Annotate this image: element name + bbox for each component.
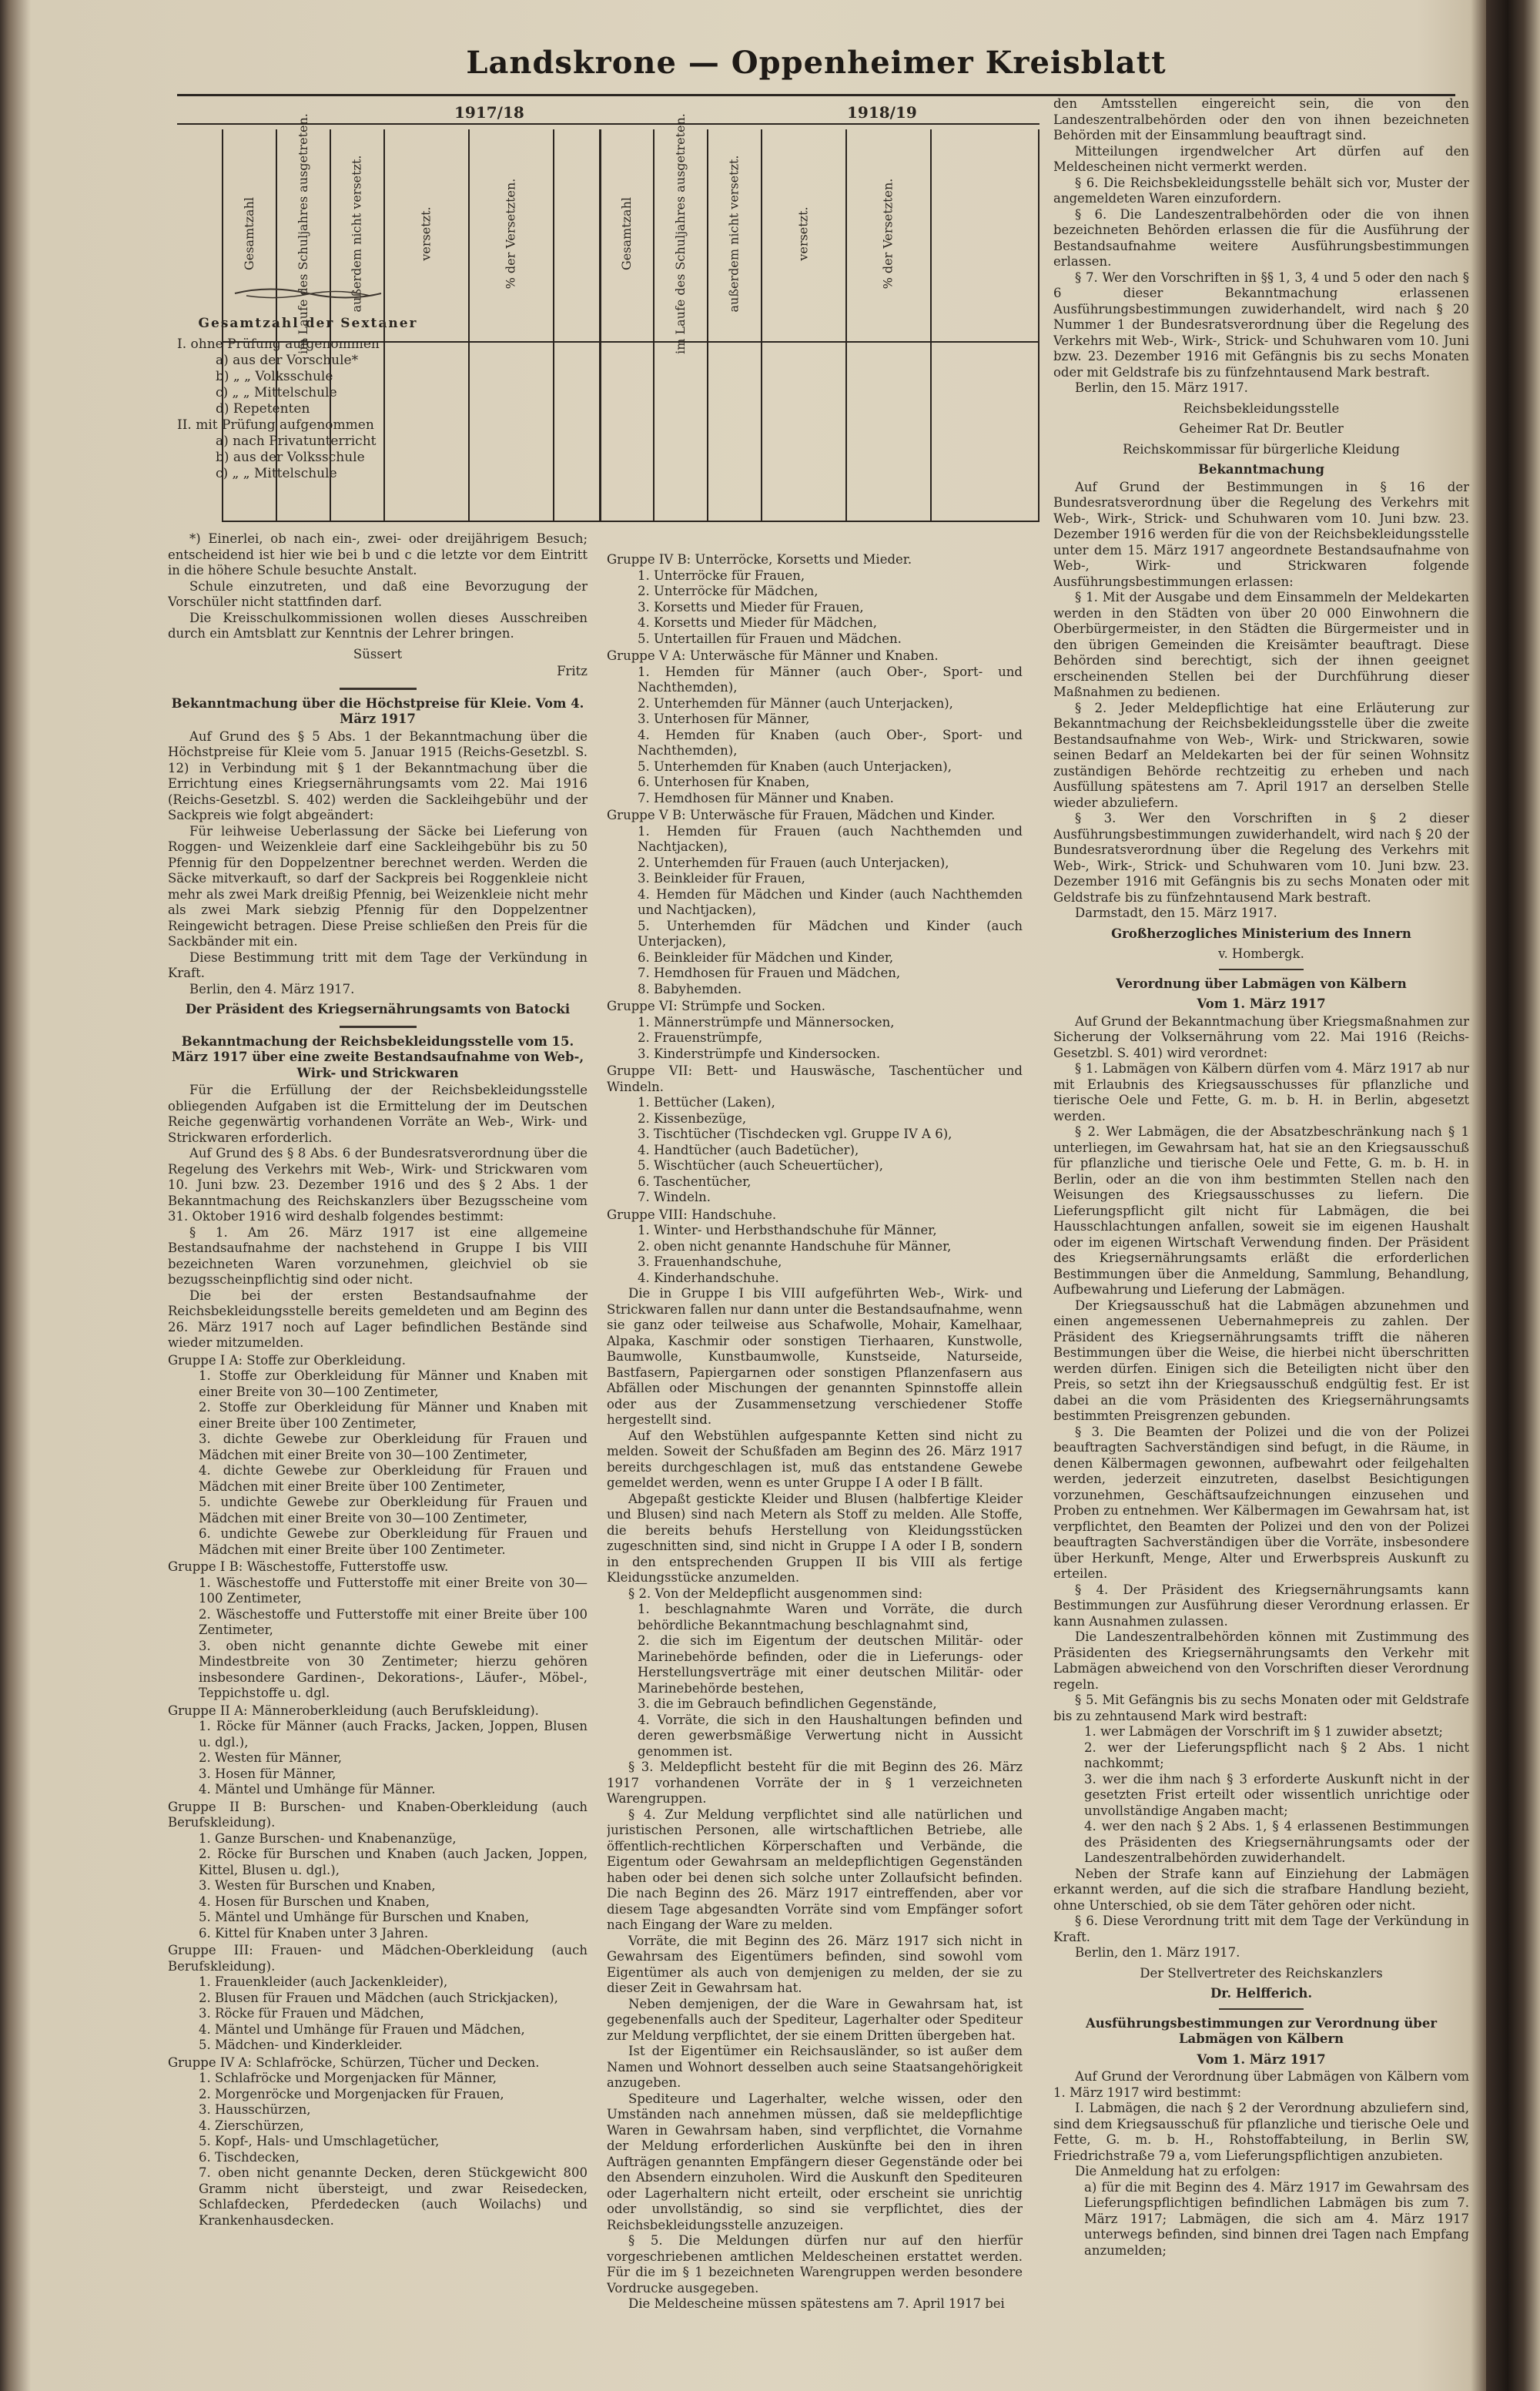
group-item: 5. Wischtücher (auch Scheuertücher), — [638, 1158, 883, 1173]
article-title-bestandsaufnahme: Bekanntmachung der Reichsbekleidungsstelle vom 15. März 1917 über eine zweite Bestandsaufnahme von Web-, Wirk- und Strickwaren — [171, 1033, 584, 1080]
group-heading: Gruppe II A: Männeroberkleidung (auch Berufskleidung). — [168, 1703, 539, 1718]
group-item: 3. Frauenhandschuhe, — [638, 1254, 782, 1269]
list-item: 4. wer den nach § 2 Abs. 1, § 4 erlassenen Bestimmungen des Präsidenten des Kriegsernährungsamts oder der Landeszentralbehörden zuwiderhandelt. — [1084, 1819, 1469, 1865]
group-item: 6. Beinkleider für Mädchen und Kinder, — [638, 949, 894, 965]
group-item: 4. Kinderhandschuhe. — [638, 1270, 779, 1285]
paragraph: § 5. Die Meldungen dürfen nur auf den hierfür vorgeschriebenen amtlichen Meldescheinen erstattet werden. Für die im § 1 bezeichneten Warengruppen werden besondere Vordrucke ausgegeben. — [607, 2233, 1023, 2296]
group-item: 6. Tischdecken, — [199, 2149, 300, 2165]
group-item: 1. Schlafröcke und Morgenjacken für Männer, — [199, 2071, 497, 2085]
group-item: 1. Röcke für Männer (auch Fracks, Jacken, Joppen, Blusen u. dgl.), — [199, 1719, 588, 1750]
list-item: a) für die mit Beginn des 4. März 1917 im Gewahrsam des Lieferungspflichtigen befindlichen Labmägen bis zum 7. März 1917; Labmägen, die sich am 4. März 1917 unterwegs befinden, sind binnen drei Tagen nach Empfang anzumelden; — [1084, 2179, 1469, 2258]
paragraph: Abgepaßt gestickte Kleider und Blusen (halbfertige Kleider und Blusen) sind nach Metern als Stoff zu melden. Alle Stoffe, die bereits behufs Herstellung von Kleidungsstücken zugeschnitten sind, sind nicht in Gruppe I A oder I B, sondern in den entsprechenden Gruppen II bis VIII als fertige Kleidungsstücke anzumelden. — [607, 1491, 1023, 1585]
list-item: 1. wer Labmägen der Vorschrift im § 1 zuwider absetzt; — [1084, 1724, 1443, 1739]
group-heading: Gruppe I A: Stoffe zur Oberkleidung. — [168, 1352, 407, 1368]
col-header-ausgetreten-1: im Laufe des Schuljahres ausgetreten. — [295, 112, 310, 354]
group-item: 6. undichte Gewebe zur Oberkleidung für Frauen und Mädchen mit einer Breite über 100 Zentimeter. — [199, 1526, 588, 1557]
group-item: 1. Winter- und Herbsthandschuhe für Männer, — [638, 1223, 937, 1237]
group-item: 4. dichte Gewebe zur Oberkleidung für Frauen und Mädchen mit einer Breite über 100 Zentimeter, — [199, 1463, 588, 1494]
table-col-rule — [553, 129, 554, 522]
book-spine — [1486, 0, 1540, 2391]
signature: Der Stellvertreter des Reichskanzlers — [1140, 1965, 1383, 1981]
paragraph: Die Meldescheine müssen spätestens am 7. April 1917 bei — [628, 2296, 1005, 2311]
group-item: 2. Röcke für Burschen und Knaben (auch Jacken, Joppen, Kittel, Blusen u. dgl.), — [199, 1847, 588, 1877]
signature: Reichskommissar für bürgerliche Kleidung — [1123, 441, 1400, 457]
year-header-2: 1918/19 — [847, 103, 917, 122]
paragraph: Mitteilungen irgendwelcher Art dürfen auf den Meldescheinen nicht vermerkt werden. — [1053, 143, 1469, 174]
group-item: 4. Hemden für Knaben (auch Ober-, Sport- und Nachthemden), — [638, 727, 1023, 758]
col-header-nicht-versetzt-1: außerdem nicht versetzt. — [349, 154, 364, 313]
group-item: 1. Männerstrümpfe und Männersocken, — [638, 1014, 895, 1030]
group-item: 4. Zierschürzen, — [199, 2118, 304, 2133]
paragraph: Diese Bestimmung tritt mit dem Tage der Verkündung in Kraft. — [168, 949, 588, 980]
group-item: 1. Ganze Burschen- und Knabenanzüge, — [199, 1830, 457, 1846]
signature: Großherzogliches Ministerium des Innern — [1111, 926, 1411, 941]
paragraph: § 6. Die Landeszentralbehörden oder die von ihnen bezeichneten Behörden erlassen die für die Ausführung der Bestandsaufnahme weitere Ausführungsbestimmungen erlassen. — [1053, 206, 1469, 269]
group-item: 1. Stoffe zur Oberkleidung für Männer und Knaben mit einer Breite von 30—100 Zentimeter, — [199, 1368, 588, 1399]
paragraph: Neben demjenigen, der die Ware in Gewahrsam hat, ist gegebenenfalls auch der Spediteur, Lagerhalter oder Spediteur zur Meldung verpflichtet, der sie einem Dritten übergeben hat. — [607, 1996, 1023, 2043]
paragraph: Spediteure und Lagerhalter, welche wissen, oder den Umständen nach annehmen müssen, daß sie meldepflichtige Waren in Gewahrsam haben, sind verpflichtet, die Vornahme der Meldung erforderlichen Auskünfte bei den in ihren Aufträgen genannten Empfängern dieser Gegenstände oder bei den Absendern einzuholen. Wird die Auskunft den Spediteuren oder Lagerhaltern nicht erteilt, oder erscheint sie unrichtig oder unvollständig, so sind sie verpflichtet, dies der Reichsbekleidungsstelle anzuzeigen. — [607, 2091, 1023, 2232]
paragraph: § 1. Labmägen von Kälbern dürfen vom 4. März 1917 ab nur mit Erlaubnis des Kriegsausschusses für pflanzliche und tierische Oele und Fette, G. m. b. H. in Berlin, abgesetzt werden. — [1053, 1061, 1469, 1124]
signature: Dr. Helfferich. — [1210, 1986, 1313, 2001]
paragraph: Auf Grund der Bestimmungen in § 16 der Bundesratsverordnung über die Regelung des Verkehrs mit Web-, Wirk-, Strick- und Schuhwaren vom 10. Juni bzw. 23. Dezember 1916 werden für die von der Reichsbekleidungsstelle unter dem 15. März 1917 angeordnete Bestandsaufnahme von Web-, Wirk- und Strickwaren folgende Ausführungsbestimmungen erlassen: — [1053, 479, 1469, 589]
group-item: 2. Unterröcke für Mädchen, — [638, 584, 819, 598]
table-row-labels — [177, 316, 439, 482]
paragraph: § 1. Mit der Ausgabe und dem Einsammeln der Meldekarten werden in den Städten von über 20 000 Einwohnern die Oberbürgermeister, in den Städten die Bürgermeister und in den übrigen Gemeinden die Kreisämter beauftragt. Diese Behörden sind berechtigt, sich der ihnen geeignet erscheinenden Stellen bei der Durchführung dieser Maßnahmen zu bedienen. — [1053, 590, 1469, 699]
group-item: 4. Hosen für Burschen und Knaben, — [199, 1894, 430, 1909]
table-col-rule — [468, 129, 470, 522]
page-header-title: Landskrone — Oppenheimer Kreisblatt — [466, 45, 1167, 81]
paragraph: Auf den Webstühlen aufgespannte Ketten sind nicht zu melden. Soweit der Schußfaden am Beginn des 26. März 1917 bereits durchgeschlagen ist, muß das entstandene Gewebe gemeldet werden, wenn es unter Gruppe I A oder I B fällt. — [607, 1428, 1023, 1490]
row-label: II. mit Prüfung aufgenommen — [177, 417, 374, 433]
signature: Reichsbekleidungsstelle — [1183, 400, 1340, 416]
group-item: 1. Unterröcke für Frauen, — [638, 568, 805, 583]
paragraph: § 1. Am 26. März 1917 ist eine allgemeine Bestandsaufnahme der nachstehend in Gruppe I bis VIII bezeichneten Waren vorzunehmen, gleichviel ob sie bezugsscheinpflichtig sind oder nicht. — [168, 1224, 588, 1287]
group-item: 2. Westen für Männer, — [199, 1750, 343, 1765]
row-title: Gesamtzahl der Sextaner — [198, 316, 418, 331]
group-item: 3. Unterhosen für Männer, — [638, 712, 810, 726]
separator — [340, 688, 417, 690]
group-item: 5. Mädchen- und Kinderkleider. — [199, 2038, 403, 2052]
col-header-versetzt-2: versetzt. — [795, 206, 811, 261]
paragraph: § 5. Mit Gefängnis bis zu sechs Monaten oder mit Geldstrafe bis zu zehntausend Mark wird bestraft: — [1053, 1693, 1469, 1723]
dateline: Berlin, den 4. März 1917. — [189, 981, 355, 996]
paragraph: Die bei der ersten Bestandsaufnahme der Reichsbekleidungsstelle bereits gemeldeten und am Beginn des 26. März 1917 noch auf Lager befindlichen Bestände sind wieder mitzumelden. — [168, 1288, 588, 1350]
group-item: 2. Unterhemden für Frauen (auch Unterjacken), — [638, 855, 949, 870]
column-1 — [168, 531, 588, 2229]
dateline: Berlin, den 1. März 1917. — [1075, 1945, 1240, 1960]
group-heading: Gruppe VI: Strümpfe und Socken. — [607, 999, 826, 1013]
group-item: 1. Wäschestoffe und Futterstoffe mit einer Breite von 30—100 Zentimeter, — [199, 1575, 588, 1606]
group-item: 2. Stoffe zur Oberkleidung für Männer und Knaben mit einer Breite über 100 Zentimeter, — [199, 1400, 588, 1431]
footnote-3: Die Kreisschulkommissionen wollen dieses Ausschreiben durch ein Amtsblatt zur Kenntnis der Lehrer bringen. — [168, 610, 588, 641]
col-header-gesamtzahl-1: Gesamtzahl — [241, 196, 256, 270]
paragraph: Die in Gruppe I bis VIII aufgeführten Web-, Wirk- und Strickwaren fallen nur dann unter die Bestandsaufnahme, wenn sie ganz oder teilweise aus Schafwolle, Mohair, Kamelhaar, Alpaka, Kaschmir oder sonstigen Tierhaaren, Kunstwolle, Baumwolle, Kunstbaumwolle, Kunstseide, Naturseide, Bastfasern, Papiergarnen oder sonstigen Pflanzenfasern aus Abfällen oder Mischungen der genannten Spinnstoffe allein oder aus der Zusammensetzung verschiedener Stoffe hergestellt sind. — [607, 1286, 1023, 1427]
group-list-2 — [607, 552, 1023, 1286]
column-2 — [607, 551, 1023, 2312]
paragraph: § 6. Diese Verordnung tritt mit dem Tage der Verkündung in Kraft. — [1053, 1914, 1469, 1944]
group-heading: Gruppe III: Frauen- und Mädchen-Oberkleidung (auch Berufskleidung). — [168, 1943, 588, 1974]
paragraph: § 3. Wer den Vorschriften in § 2 dieser Ausführungsbestimmungen zuwiderhandelt, wird nach § 20 der Bundesratsverordnung über die Regelung des Verkehrs mit Web-, Wirk-, Strick- und Schuhwaren vom 10. Juni bzw. 23. Dezember 1916 mit Gefängnis bis zu sechs Monaten oder mit Geldstrafe bis zu fünfzehntausend Mark bestraft. — [1053, 811, 1469, 905]
year-header-1: 1917/18 — [454, 103, 524, 122]
group-item: 4. Hemden für Mädchen und Kinder (auch Nachthemden und Nachtjacken), — [638, 886, 1023, 917]
group-item: 4. Handtücher (auch Badetücher), — [638, 1142, 859, 1157]
group-item: 7. Hemdhosen für Frauen und Mädchen, — [638, 966, 901, 980]
group-item: 4. Mäntel und Umhänge für Männer. — [199, 1782, 436, 1797]
group-item: 3. Beinkleider für Frauen, — [638, 871, 805, 886]
group-heading: Gruppe V A: Unterwäsche für Männer und Knaben. — [607, 648, 939, 663]
group-heading: Gruppe IV B: Unterröcke, Korsetts und Mieder. — [607, 552, 912, 567]
group-item: 3. Tischtücher (Tischdecken vgl. Gruppe IV A 6), — [638, 1127, 952, 1141]
table-bottom-rule — [222, 521, 1040, 522]
table-col-rule — [1038, 129, 1040, 522]
paragraph: Die Landeszentralbehörden können mit Zustimmung des Präsidenten des Kriegsernährungsamts den Verkehr mit Labmägen abweichend von den Vorschriften dieser Verordnung regeln. — [1053, 1629, 1469, 1692]
group-item: 5. Mäntel und Umhänge für Burschen und Knaben, — [199, 1910, 530, 1924]
row-label: a) nach Privatunterricht — [216, 434, 377, 449]
paragraph: Der Kriegsausschuß hat die Labmägen abzunehmen und einen angemessenen Uebernahmepreis zu zahlen. Der Präsident des Kriegsernährungsamts trifft die näheren Bestimmungen über die Weise, die hierbei nicht überschritten werden dürfen. Einigen sich die Beteiligten nicht über den Preis, so setzt ihn der Kriegsausschuß endgültig fest. Er ist dabei an die vom Präsidenten des Kriegsernährungsamts bestimmten Preisgrenzen gebunden. — [1053, 1298, 1469, 1423]
column-3 — [1053, 96, 1469, 2259]
group-item: 2. Wäschestoffe und Futterstoffe mit einer Breite über 100 Zentimeter, — [199, 1606, 588, 1637]
paragraph: Für leihweise Ueberlassung der Säcke bei Lieferung von Roggen- und Weizenkleie darf eine Sackleihgebühr bis zu 50 Pfennig für den Doppelzentner berechnet werden. Werden die Säcke mitverkauft, so darf der Sackpreis bei Roggenkleie nicht mehr als zwei Mark dreißig Pfennig, bei Weizenkleie nicht mehr als zwei Mark siebzig Pfennig für den Doppelzentner Reingewicht betragen. Diese Preise schließen den Preis für die Sackbänder mit ein. — [168, 823, 588, 949]
row-label: b) „ „ Volksschule — [216, 369, 333, 384]
article-title-ausfuehrung: Ausführungsbestimmungen zur Verordnung über Labmägen von Kälbern — [1085, 2015, 1438, 2046]
footnote: *) Einerlei, ob nach ein-, zwei- oder dreijährigem Besuch; entscheidend ist hier wie bei b und c die letzte vor dem Eintritt in die höhere Schule besuchte Anstalt. — [168, 531, 588, 578]
dateline: Berlin, den 15. März 1917. — [1075, 380, 1248, 395]
separator — [1219, 969, 1304, 970]
list-item: 4. Vorräte, die sich in den Haushaltungen befinden und deren gewerbsmäßige Verwertung nicht in Aussicht genommen ist. — [638, 1712, 1023, 1759]
separator — [340, 1026, 417, 1028]
group-item: 2. Unterhemden für Männer (auch Unterjacken), — [638, 695, 953, 711]
col-header-ausgetreten-2: im Laufe des Schuljahres ausgetreten. — [672, 112, 688, 354]
signature: Geheimer Rat Dr. Beutler — [1179, 421, 1344, 436]
paragraph: Auf Grund des § 5 Abs. 1 der Bekanntmachung über die Höchstpreise für Kleie vom 5. Januar 1915 (Reichs-Gesetzbl. S. 12) in Verbindung mit § 1 der Bekanntmachung über die Errichtung eines Kriegsernährungsamts vom 22. Mai 1916 (Reichs-Gesetzbl. S. 402) werden die Sackleihgebühr und der Sackpreis wie folgt abgeändert: — [168, 728, 588, 822]
paragraph: § 7. Wer den Vorschriften in §§ 1, 3, 4 und 5 oder den nach § 6 dieser Bekanntmachung erlassenen Ausführungsbestimmungen zuwiderhandelt, wird nach § 20 Nummer 1 der Bundesratsverordnung über die Regelung des Verkehrs mit Web-, Wirk-, Strick- und Schuhwaren vom 10. Juni bzw. 23. Dezember 1916 mit Gefängnis bis zu sechs Monaten oder mit Geldstrafe bis zu fünfzehntausend Mark bestraft. — [1053, 270, 1469, 380]
dateline: Darmstadt, den 15. März 1917. — [1075, 906, 1277, 920]
group-item: 1. Hemden für Frauen (auch Nachthemden und Nachtjacken), — [638, 823, 1023, 854]
group-item: 1. Hemden für Männer (auch Ober-, Sport- und Nachthemden), — [638, 664, 1023, 695]
list-item: 3. wer die ihm nach § 3 erforderte Auskunft nicht in der gesetzten Frist erteilt oder wissentlich unrichtige oder unvollständige Angaben macht; — [1084, 1771, 1469, 1818]
paragraph: den Amtsstellen eingereicht sein, die von den Landeszentralbehörden oder den von ihnen bezeichneten Behörden mit der Einsammlung beauftragt sind. — [1053, 96, 1469, 142]
group-item: 5. Unterhemden für Knaben (auch Unterjacken), — [638, 758, 952, 774]
group-item: 2. oben nicht genannte Handschuhe für Männer, — [638, 1238, 952, 1254]
group-heading: Gruppe II B: Burschen- und Knaben-Oberkleidung (auch Berufskleidung). — [168, 1799, 588, 1830]
group-item: 2. Kissenbezüge, — [638, 1110, 747, 1126]
signature-fritz: Fritz — [557, 664, 588, 678]
group-item: 5. undichte Gewebe zur Oberkleidung für Frauen und Mädchen mit einer Breite von 30—100 Zentimeter, — [199, 1495, 588, 1525]
group-list-1 — [168, 1353, 588, 2229]
row-label: c) „ „ Mittelschule — [216, 466, 337, 481]
group-item: 1. Bettücher (Laken), — [638, 1095, 775, 1110]
list-item: 3. die im Gebrauch befindlichen Gegenstände, — [638, 1696, 937, 1711]
table-col-rule — [930, 129, 932, 522]
group-item: 5. Unterhemden für Mädchen und Kinder (auch Unterjacken), — [638, 918, 1023, 949]
paragraph: Auf Grund der Bekanntmachung über Kriegsmaßnahmen zur Sicherung der Volksernährung vom 22. Mai 1916 (Reichs-Gesetzbl. S. 401) wird verordnet: — [1053, 1013, 1469, 1060]
col-header-prozent-1: % der Versetzten. — [503, 178, 518, 289]
list-item: 2. die sich im Eigentum der deutschen Militär- oder Marinebehörde befinden, oder die in Lieferungs- oder Herstellungsverträge mit einer deutschen Militär- oder Marinebehörde bestehen, — [638, 1633, 1023, 1696]
paragraph: Neben der Strafe kann auf Einziehung der Labmägen erkannt werden, auf die sich die strafbare Handlung bezieht, ohne Unterschied, ob sie dem Täter gehören oder nicht. — [1053, 1866, 1469, 1913]
list-item: 2. wer der Lieferungspflicht nach § 2 Abs. 1 nicht nachkommt; — [1084, 1740, 1469, 1770]
row-label: b) aus der Volksschule — [216, 450, 365, 465]
col-header-gesamtzahl-2: Gesamtzahl — [618, 196, 634, 270]
paragraph: § 3. Die Beamten der Polizei und die von der Polizei beauftragten Sachverständigen sind befugt, in die Räume, in denen Kälbermagen gewonnen, aufbewahrt oder feilgehalten werden, jederzeit einzutreten, daselbst Besichtigungen vorzunehmen, Geschäftsaufzeichnungen einzusehen und Proben zu entnehmen. Wer Kälbermagen im Gewahrsam hat, ist verpflichtet, den Beamten der Polizei und den von der Polizei beauftragten Sachverständigen über die Vorräte, insbesondere über Herkunft, Menge, Alter und Erwerbspreis Auskunft zu erteilen. — [1053, 1424, 1469, 1581]
article-title-bekanntmachung: Bekanntmachung — [1198, 462, 1324, 477]
group-item: 3. Röcke für Frauen und Mädchen, — [199, 2006, 424, 2021]
group-item: 7. Hemdhosen für Männer und Knaben. — [638, 790, 894, 805]
group-item: 3. oben nicht genannte dichte Gewebe mit einer Mindestbreite von 30 Zentimeter; hierzu gehören insbesondere Gardinen-, Dekorations-, Läufer-, Möbel-, Teppichstoffe u. dgl. — [199, 1638, 588, 1700]
group-item: 3. Westen für Burschen und Knaben, — [199, 1878, 436, 1893]
group-item: 2. Morgenröcke und Morgenjacken für Frauen, — [199, 2086, 504, 2101]
group-heading: Gruppe VII: Bett- und Hauswäsche, Taschentücher und Windeln. — [607, 1063, 1023, 1094]
group-item: 2. Frauenstrümpfe, — [638, 1030, 763, 1045]
group-item: 3. Hosen für Männer, — [199, 1766, 336, 1781]
group-item: 5. Untertaillen für Frauen und Mädchen. — [638, 631, 902, 646]
group-item: 4. Korsetts und Mieder für Mädchen, — [638, 615, 878, 630]
paragraph: I. Labmägen, die nach § 2 der Verordnung abzuliefern sind, sind dem Kriegsausschuß für pflanzliche und tierische Oele und Fette, G. m. b. H., Rohstoffabteilung, in Berlin SW, Friedrichstraße 79 a, vom Lieferungspflichtigen anzubieten. — [1053, 2101, 1469, 2163]
signature-batocki: Der Präsident des Kriegsernährungsamts von Batocki — [185, 1002, 571, 1016]
signature-suessert: Süssert — [353, 646, 403, 661]
group-heading: Gruppe V B: Unterwäsche für Frauen, Mädchen und Kinder. — [607, 808, 996, 822]
group-item: 3. Korsetts und Mieder für Frauen, — [638, 599, 864, 614]
article-title-labmaegen: Verordnung über Labmägen von Kälbern — [1116, 976, 1407, 991]
col-header-nicht-versetzt-2: außerdem nicht versetzt. — [726, 154, 742, 313]
separator — [1219, 2008, 1304, 2010]
row-label: d) Repetenten — [216, 401, 310, 417]
group-item: 6. Unterhosen für Knaben, — [638, 775, 810, 789]
col-header-versetzt-1: versetzt. — [418, 206, 434, 261]
group-item: 3. dichte Gewebe zur Oberkleidung für Frauen und Mädchen mit einer Breite von 30—100 Zentimeter, — [199, 1432, 588, 1462]
group-item: 6. Kittel für Knaben unter 3 Jahren. — [199, 1925, 429, 1941]
row-label: c) „ „ Mittelschule — [216, 385, 337, 400]
row-label: I. ohne Prüfung aufgenommen — [177, 337, 380, 352]
table-col-rule — [761, 129, 762, 522]
group-heading: Gruppe I B: Wäschestoffe, Futterstoffe usw. — [168, 1559, 449, 1574]
group-item: 8. Babyhemden. — [638, 981, 742, 996]
paragraph: Ist der Eigentümer ein Reichsausländer, so ist außer dem Namen und Wohnort desselben auch seine Staatsangehörigkeit anzugeben. — [607, 2044, 1023, 2090]
article-subtitle: Vom 1. März 1917 — [1197, 996, 1326, 1011]
paragraph: Für die Erfüllung der der Reichsbekleidungsstelle obliegenden Aufgaben ist die Ermittelung der im Deutschen Reiche gegenwärtig vorhandenen Vorräte an Web-, Wirk- und Strickwaren erforderlich. — [168, 1083, 588, 1145]
paragraph: Vorräte, die mit Beginn des 26. März 1917 sich nicht in Gewahrsam des Eigentümers befinden, sind sowohl vom Eigentümer als auch von demjenigen zu melden, der sie zu dieser Zeit in Gewahrsam hat. — [607, 1933, 1023, 1995]
signature: v. Hombergk. — [1218, 946, 1304, 961]
paragraph: § 2. Wer Labmägen, die der Absatzbeschränkung nach § 1 unterliegen, im Gewahrsam hat, hat sie an den Kriegsausschuß für pflanzliche und tierische Oele und Fette, G. m. b. H. in Berlin, oder an die von ihm bestimmten Stellen nach den Weisungen des Kriegsausschusses zu liefern. Die Lieferungspflicht gilt nicht für Labmägen, die bei Hausschlachtungen anfallen, soweit sie im eigenen Haushalt oder im eigenen Wirtschaft Verwendung finden. Der Präsident des Kriegsernährungsamts erläßt die erforderlichen Bestimmungen über die Anmeldung, Sammlung, Behandlung, Aufbewahrung und Lieferung der Labmägen. — [1053, 1124, 1469, 1297]
article-title-kleie: Bekanntmachung über die Höchstpreise für Kleie. Vom 4. März 1917 — [171, 695, 584, 726]
table-col-rule — [845, 129, 847, 522]
group-item: 7. Windeln. — [638, 1190, 711, 1204]
paragraph: Die Anmeldung hat zu erfolgen: — [1075, 2164, 1281, 2178]
group-heading: Gruppe IV A: Schlafröcke, Schürzen, Tücher und Decken. — [168, 2054, 540, 2070]
group-item: 3. Hausschürzen, — [199, 2102, 311, 2117]
paragraph: Auf Grund des § 8 Abs. 6 der Bundesratsverordnung über die Regelung des Verkehrs mit Web-, Wirk- und Strickwaren vom 10. Juni bzw. 23. Dezember 1916 und des § 2 Abs. 1 der Bekanntmachung des Reichskanzlers über Bezugsscheine vom 31. Oktober 1916 wird deshalb folgendes bestimmt: — [168, 1146, 588, 1224]
group-item: 1. Frauenkleider (auch Jackenkleider), — [199, 1974, 448, 1989]
paragraph: § 6. Die Reichsbekleidungsstelle behält sich vor, Muster der angemeldeten Waren einzufordern. — [1053, 175, 1469, 206]
col-header-prozent-2: % der Versetzten. — [880, 178, 896, 289]
group-item: 4. Mäntel und Umhänge für Frauen und Mädchen, — [199, 2021, 525, 2037]
row-label: a) aus der Vorschule* — [216, 353, 359, 368]
paragraph: § 4. Zur Meldung verpflichtet sind alle natürlichen und juristischen Personen, alle wirtschaftlichen Betriebe, alle öffentlich-rechtlichen Körperschaften und Verbände, die Eigentum oder Gewahrsam an meldepflichtigen Gegenständen haben oder bei denen sich solche unter Zollaufsicht befinden. Die nach Beginn des 26. März 1917 eintreffenden, aber vor diesem Tage abgesandten Vorräte sind vom Empfänger sofort nach Eingang der Ware zu melden. — [607, 1807, 1023, 1932]
footnote-2: Schule einzutreten, und daß eine Bevorzugung der Vorschüler nicht stattfinden darf. — [168, 578, 588, 609]
group-item: 5. Kopf-, Hals- und Umschlagetücher, — [199, 2134, 440, 2148]
group-item: 6. Taschentücher, — [638, 1174, 752, 1189]
group-item: 2. Blusen für Frauen und Mädchen (auch Strickjacken), — [199, 1990, 558, 2005]
group-item: 7. oben nicht genannte Decken, deren Stückgewicht 800 Gramm nicht übersteigt, und zwar Reisedecken, Schlafdecken, Pferdedecken (auch Woilachs) und Krankenhausdecken. — [199, 2165, 588, 2228]
paragraph: § 2. Von der Meldepflicht ausgenommen sind: — [628, 1586, 923, 1601]
decorative-ornament — [231, 285, 385, 302]
group-item: 3. Kinderstrümpfe und Kindersocken. — [638, 1046, 881, 1061]
paragraph: Auf Grund der Verordnung über Labmägen von Kälbern vom 1. März 1917 wird bestimmt: — [1053, 2069, 1469, 2100]
paragraph: § 2. Jeder Meldepflichtige hat eine Erläuterung zur Bekanntmachung der Reichsbekleidungsstelle über die zweite Bestandsaufnahme von Web-, Wirk- und Strickwaren, sowie seinen Bedarf an Meldekarten bei der für seinen Wohnsitz zuständigen Behörde rechtzeitig zu erheben und nach Ausfüllung spätestens am 7. April 1917 an derselben Stelle wieder abzuliefern. — [1053, 700, 1469, 810]
list-item: 1. beschlagnahmte Waren und Vorräte, die durch behördliche Bekanntmachung beschlagnahmt sind, — [638, 1602, 1023, 1633]
article-subtitle: Vom 1. März 1917 — [1197, 2051, 1326, 2067]
paragraph: § 3. Meldepflicht besteht für die mit Beginn des 26. März 1917 vorhandenen Vorräte der in § 1 verzeichneten Warengruppen. — [607, 1760, 1023, 1806]
group-heading: Gruppe VIII: Handschuhe. — [607, 1207, 777, 1222]
paragraph: § 4. Der Präsident des Kriegsernährungsamts kann Bestimmungen zur Ausführung dieser Verordnung erlassen. Er kann Ausnahmen zulassen. — [1053, 1582, 1469, 1629]
